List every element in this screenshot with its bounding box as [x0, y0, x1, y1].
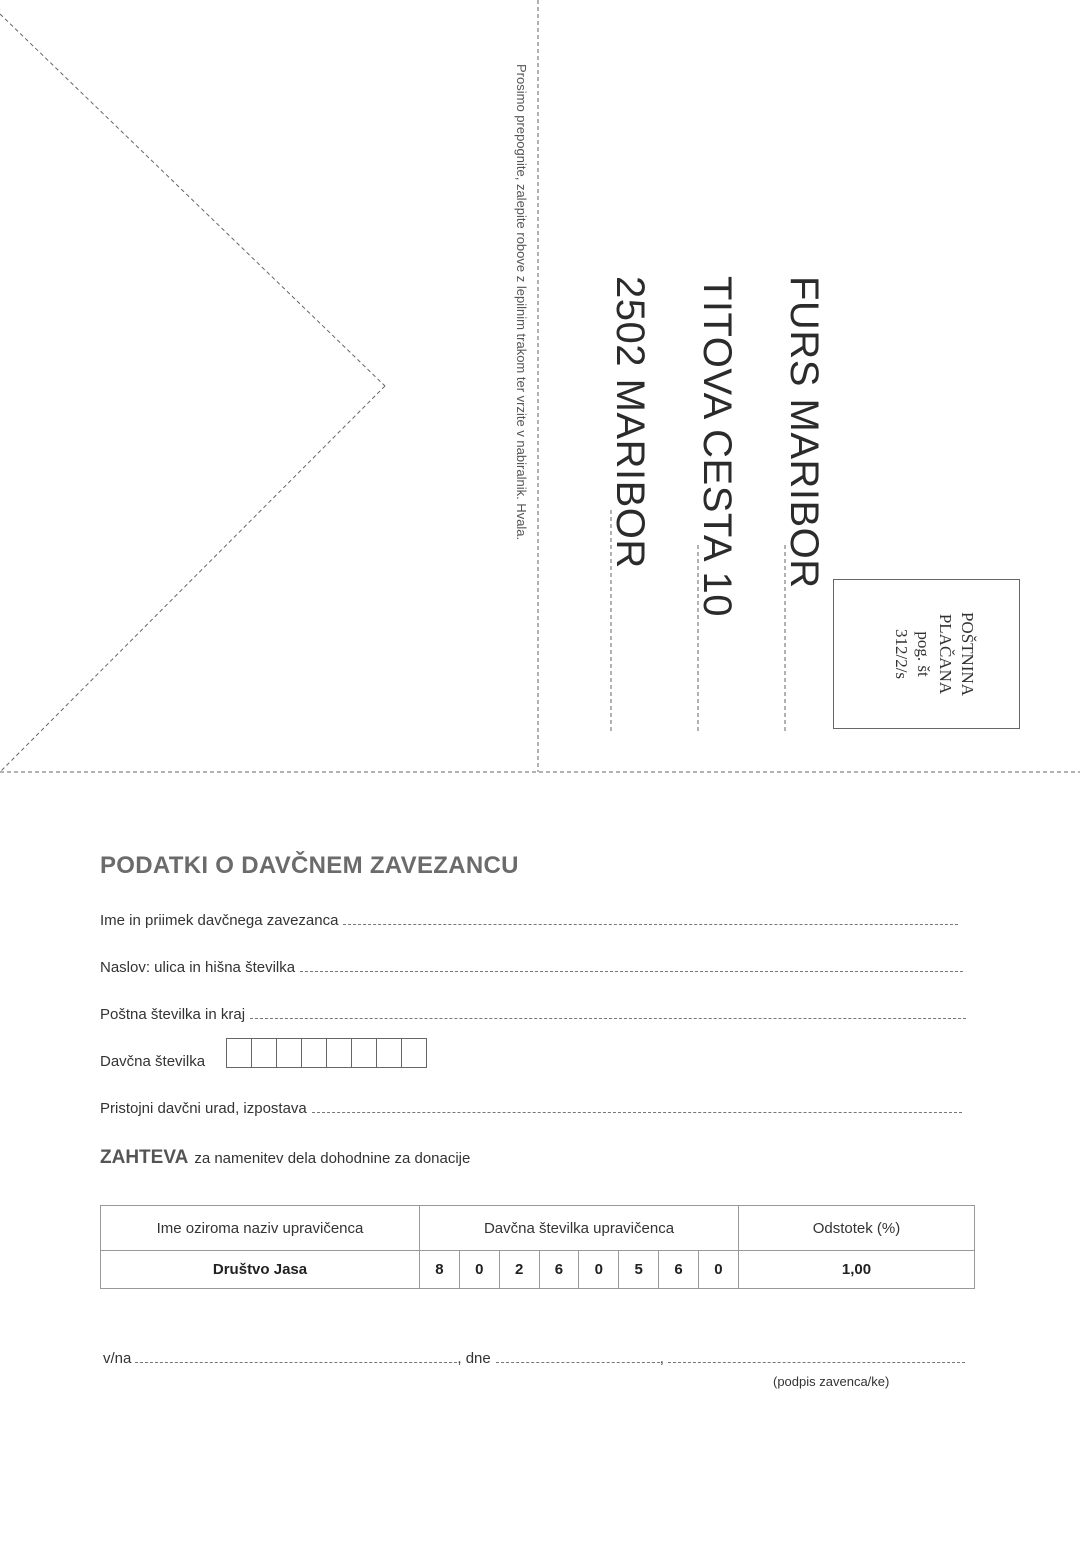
recipient-line-1: FURS MARIBOR [782, 276, 826, 589]
postage-line-3: pog. št [914, 631, 933, 677]
date-label: , dne [457, 1350, 491, 1367]
recipient-line-3: 2502 MARIBOR [608, 276, 652, 569]
tax-number-field [100, 1053, 205, 1070]
request-title: ZAHTEVA [100, 1147, 189, 1168]
taxpayer-name-label: Ime in priimek davčnega zavezanca [100, 912, 339, 929]
tax-office-field[interactable] [100, 1100, 962, 1117]
postage-line-4: 312/2/s [892, 628, 911, 680]
tax-office-line[interactable] [312, 1111, 962, 1113]
tax-digit-box[interactable] [326, 1038, 352, 1068]
postage-text [890, 609, 978, 699]
envelope-instruction: Prosimo prepognite, zalepite robove z lepilnim trakom ter vrzite v nabiralnik. Hvala. [514, 64, 529, 541]
signature-row [100, 1350, 965, 1367]
postage-line-2: PLAČANA [936, 613, 955, 695]
beneficiary-tax-digit: 0 [459, 1251, 499, 1289]
header-beneficiary-tax: Davčna številka upravičenca [420, 1206, 739, 1251]
place-label: v/na [103, 1350, 132, 1367]
beneficiary-tax-digit: 8 [420, 1251, 460, 1289]
beneficiary-tax-digit: 5 [619, 1251, 659, 1289]
beneficiary-tax-digit: 2 [499, 1251, 539, 1289]
beneficiary-table [100, 1205, 975, 1289]
flap-fold-lower [0, 386, 385, 772]
recipient-line-2: TITOVA CESTA 10 [695, 276, 739, 617]
tax-digit-box[interactable] [401, 1038, 427, 1068]
table-header-row [101, 1206, 975, 1251]
header-beneficiary-name: Ime oziroma naziv upravičenca [101, 1206, 420, 1251]
tax-digit-box[interactable] [376, 1038, 402, 1068]
signature-line[interactable] [668, 1361, 965, 1363]
postal-label: Poštna številka in kraj [100, 1006, 246, 1023]
request-heading [100, 1147, 470, 1169]
tax-digit-box[interactable] [226, 1038, 252, 1068]
tax-digit-box[interactable] [276, 1038, 302, 1068]
taxpayer-name-line[interactable] [343, 923, 958, 925]
date-line[interactable] [496, 1361, 660, 1363]
address-line[interactable] [300, 970, 963, 972]
signature-caption: (podpis zavenca/ke) [773, 1374, 890, 1389]
header-percent: Odstotek (%) [739, 1206, 975, 1251]
place-line[interactable] [135, 1361, 457, 1363]
tax-digit-box[interactable] [351, 1038, 377, 1068]
beneficiary-tax-digit: 0 [698, 1251, 738, 1289]
beneficiary-name: Društvo Jasa [101, 1251, 420, 1289]
flap-fold-upper [0, 14, 385, 386]
tax-digit-box[interactable] [301, 1038, 327, 1068]
beneficiary-percent: 1,00 [739, 1251, 975, 1289]
signature-separator: , [659, 1350, 664, 1367]
beneficiary-tax-digit: 6 [659, 1251, 699, 1289]
address-field[interactable] [100, 959, 963, 976]
postage-line-1: POŠTNINA [958, 611, 977, 697]
postal-field[interactable] [100, 1006, 966, 1023]
beneficiary-tax-digit: 0 [579, 1251, 619, 1289]
taxpayer-name-field[interactable] [100, 912, 958, 929]
tax-number-label: Davčna številka [100, 1053, 206, 1070]
tax-digit-box[interactable] [251, 1038, 277, 1068]
tax-number-boxes[interactable] [227, 1038, 427, 1068]
request-text: za namenitev dela dohodnine za donacije [194, 1150, 471, 1167]
table-row [101, 1251, 975, 1289]
tax-office-label: Pristojni davčni urad, izpostava [100, 1100, 307, 1117]
section-heading: PODATKI O DAVČNEM ZAVEZANCU [100, 852, 519, 879]
address-label: Naslov: ulica in hišna številka [100, 959, 296, 976]
beneficiary-tax-digit: 6 [539, 1251, 579, 1289]
postal-line[interactable] [250, 1017, 966, 1019]
